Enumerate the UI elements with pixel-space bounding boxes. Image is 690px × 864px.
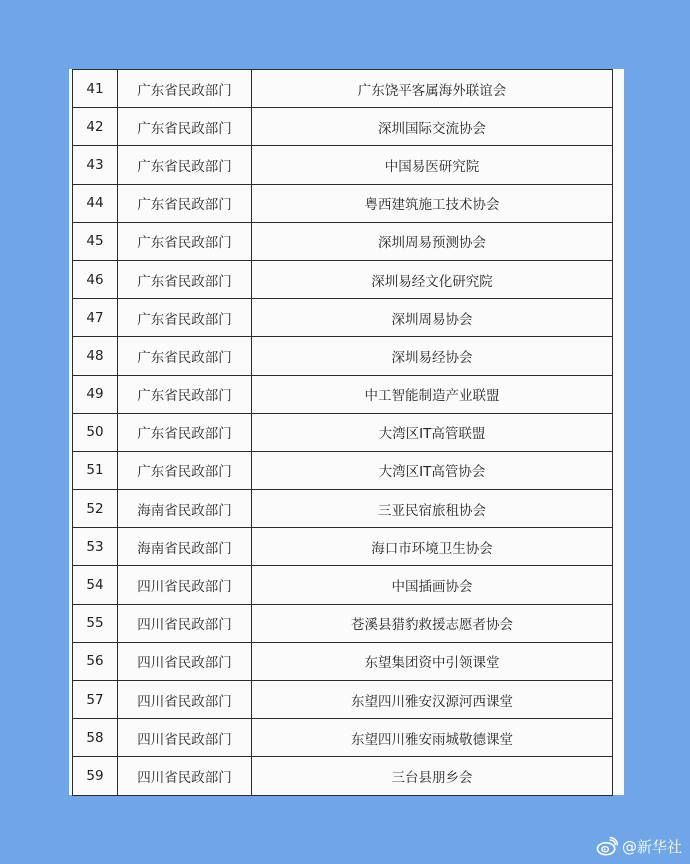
table-row	[73, 299, 613, 337]
row-number-cell: 52	[73, 490, 118, 528]
organization-name-cell: 中国易医研究院	[252, 146, 613, 184]
table-row	[73, 146, 613, 184]
department-cell: 广东省民政部门	[118, 413, 252, 451]
table-row	[73, 451, 613, 489]
row-number-cell: 48	[73, 337, 118, 375]
table-row	[73, 413, 613, 451]
department-cell: 广东省民政部门	[118, 299, 252, 337]
row-number-cell: 43	[73, 146, 118, 184]
table-row	[73, 108, 613, 146]
organization-name-cell: 中国插画协会	[252, 566, 613, 604]
department-cell: 广东省民政部门	[118, 222, 252, 260]
department-cell: 广东省民政部门	[118, 260, 252, 298]
row-number-cell: 46	[73, 260, 118, 298]
table-row	[73, 337, 613, 375]
organization-name-cell: 三台县朋乡会	[252, 757, 613, 795]
row-number-cell: 54	[73, 566, 118, 604]
organization-name-cell: 粤西建筑施工技术协会	[252, 184, 613, 222]
organization-name-cell: 深圳易经文化研究院	[252, 260, 613, 298]
organization-name-cell: 深圳周易预测协会	[252, 222, 613, 260]
table-body	[73, 70, 613, 796]
organization-table	[72, 69, 613, 796]
department-cell: 广东省民政部门	[118, 146, 252, 184]
row-number-cell: 50	[73, 413, 118, 451]
organization-name-cell: 大湾区IT高管协会	[252, 451, 613, 489]
row-number-cell: 45	[73, 222, 118, 260]
organization-name-cell: 深圳易经协会	[252, 337, 613, 375]
department-cell: 海南省民政部门	[118, 490, 252, 528]
organization-name-cell: 深圳周易协会	[252, 299, 613, 337]
row-number-cell: 59	[73, 757, 118, 795]
table-row	[73, 375, 613, 413]
department-cell: 四川省民政部门	[118, 566, 252, 604]
table-sheet	[69, 69, 624, 795]
row-number-cell: 49	[73, 375, 118, 413]
watermark	[596, 835, 682, 857]
organization-name-cell: 中工智能制造产业联盟	[252, 375, 613, 413]
table-row	[73, 604, 613, 642]
row-number-cell: 58	[73, 719, 118, 757]
organization-name-cell: 三亚民宿旅租协会	[252, 490, 613, 528]
row-number-cell: 41	[73, 70, 118, 108]
row-number-cell: 47	[73, 299, 118, 337]
department-cell: 广东省民政部门	[118, 451, 252, 489]
row-number-cell: 51	[73, 451, 118, 489]
row-number-cell: 53	[73, 528, 118, 566]
organization-name-cell: 东望四川雅安汉源河西课堂	[252, 681, 613, 719]
row-number-cell: 44	[73, 184, 118, 222]
department-cell: 四川省民政部门	[118, 604, 252, 642]
row-number-cell: 55	[73, 604, 118, 642]
weibo-logo-icon	[596, 836, 618, 856]
organization-name-cell: 广东饶平客属海外联谊会	[252, 70, 613, 108]
table-row	[73, 757, 613, 795]
table-row	[73, 566, 613, 604]
table-row	[73, 642, 613, 680]
department-cell: 广东省民政部门	[118, 184, 252, 222]
organization-name-cell: 苍溪县猎豹救援志愿者协会	[252, 604, 613, 642]
organization-name-cell: 深圳国际交流协会	[252, 108, 613, 146]
department-cell: 广东省民政部门	[118, 70, 252, 108]
table-row	[73, 719, 613, 757]
organization-name-cell: 东望集团资中引领课堂	[252, 642, 613, 680]
department-cell: 海南省民政部门	[118, 528, 252, 566]
department-cell: 四川省民政部门	[118, 681, 252, 719]
organization-name-cell: 大湾区IT高管联盟	[252, 413, 613, 451]
table-row	[73, 490, 613, 528]
row-number-cell: 42	[73, 108, 118, 146]
watermark-text: @新华社	[621, 837, 682, 856]
department-cell: 四川省民政部门	[118, 642, 252, 680]
table-row	[73, 260, 613, 298]
row-number-cell: 57	[73, 681, 118, 719]
table-row	[73, 222, 613, 260]
department-cell: 广东省民政部门	[118, 337, 252, 375]
table-row	[73, 681, 613, 719]
department-cell: 广东省民政部门	[118, 375, 252, 413]
table-row	[73, 70, 613, 108]
department-cell: 广东省民政部门	[118, 108, 252, 146]
table-row	[73, 528, 613, 566]
organization-name-cell: 东望四川雅安雨城敬德课堂	[252, 719, 613, 757]
department-cell: 四川省民政部门	[118, 719, 252, 757]
department-cell: 四川省民政部门	[118, 757, 252, 795]
row-number-cell: 56	[73, 642, 118, 680]
table-row	[73, 184, 613, 222]
organization-name-cell: 海口市环境卫生协会	[252, 528, 613, 566]
